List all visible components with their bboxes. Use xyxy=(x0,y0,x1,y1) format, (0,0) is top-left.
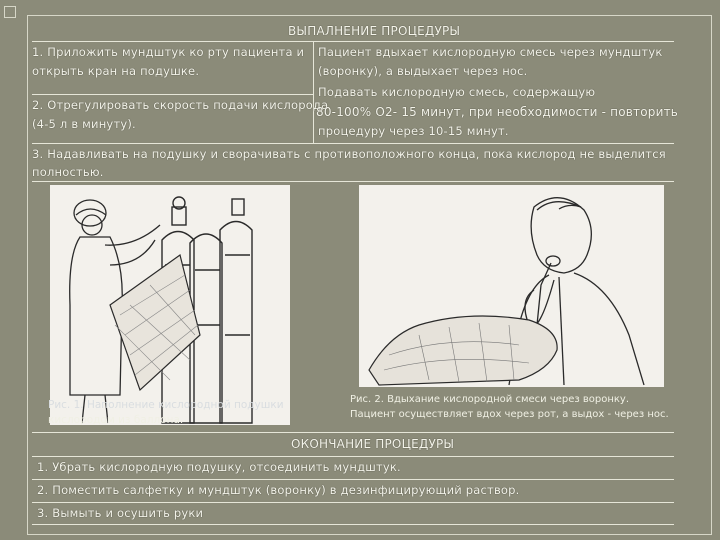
end-rule-top xyxy=(32,432,674,433)
step1-line1: 1. Приложить мундштук ко рту пациента и xyxy=(32,45,305,59)
patient-line4: 80-100% О2- 15 минут, при необходимости - повторить xyxy=(316,105,679,119)
table-rule-bottom xyxy=(32,181,674,182)
figure1-illustration xyxy=(50,185,290,425)
table-rule-top xyxy=(32,41,674,42)
end-title: ОКОНЧАНИЕ ПРОЦЕДУРЫ xyxy=(291,437,455,451)
end-rule-1 xyxy=(32,456,674,457)
table-rule-mid xyxy=(32,143,674,144)
figure2-illustration xyxy=(359,185,664,387)
figure1-caption-line1: Рис. 1. Наполнение кислородной подушки xyxy=(48,399,284,411)
step3-line1: 3. Надавливать на подушку и сворачивать с противоположного конца, пока кислород не выделится xyxy=(32,147,666,161)
end-rule-2 xyxy=(32,479,674,480)
step2-line1: 2. Отрегулировать скорость подачи кислорода xyxy=(32,98,329,112)
step3-line2: полностью. xyxy=(32,165,104,179)
figure1-drawing xyxy=(50,185,290,425)
procedure-title: ВЫПАЛНЕНИЕ ПРОЦЕДУРЫ xyxy=(288,24,461,38)
end-item3: 3. Вымыть и осушить руки xyxy=(37,506,204,520)
patient-line5: процедуру через 10-15 минут. xyxy=(318,124,509,138)
figure2-drawing xyxy=(359,185,664,387)
figure2-caption-line1: Рис. 2. Вдыхание кислородной смеси через воронку. xyxy=(350,394,630,405)
patient-line2: (воронку), а выдыхает через нос. xyxy=(318,64,528,78)
end-item1: 1. Убрать кислородную подушку, отсоединить мундштук. xyxy=(37,460,401,474)
step1-line2: открыть кран на подушке. xyxy=(32,64,200,78)
figure1-caption-line2: кислородом из баллона. xyxy=(48,414,184,426)
patient-line1: Пациент вдыхает кислородную смесь через мундштук xyxy=(318,45,663,59)
end-rule-bottom xyxy=(32,524,674,525)
table-divider xyxy=(313,41,314,143)
slide-corner-marker xyxy=(4,6,16,18)
patient-line3: Подавать кислородную смесь, содержащую xyxy=(318,85,596,99)
end-rule-3 xyxy=(32,502,674,503)
table-rule-left-mid xyxy=(32,94,313,95)
figure2-caption-line2: Пациент осуществляет вдох через рот, а выдох - через нос. xyxy=(350,409,669,420)
step2-line2: (4-5 л в минуту). xyxy=(32,117,136,131)
end-item2: 2. Поместить салфетку и мундштук (воронку) в дезинфицирующий раствор. xyxy=(37,483,520,497)
